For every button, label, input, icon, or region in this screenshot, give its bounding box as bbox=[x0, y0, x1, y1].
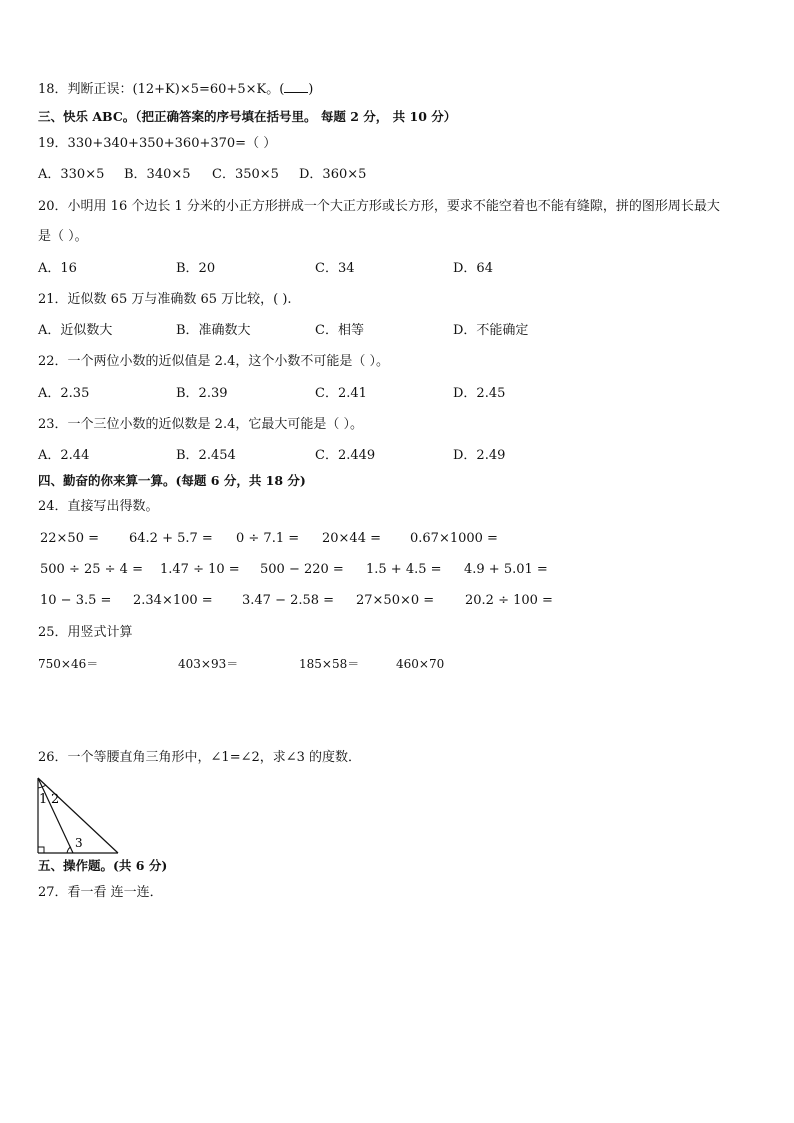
q21-option-c: C．相等 bbox=[315, 323, 364, 338]
question-20-stem-line2: 是（ ）。 bbox=[38, 229, 88, 244]
question-23-stem: 23．一个三位小数的近似数是 2.4，它最大可能是（ ）。 bbox=[38, 417, 363, 432]
q22-option-a: A．2.35 bbox=[38, 386, 90, 401]
q19-option-c: C．350×5 bbox=[212, 167, 279, 182]
question-18 bbox=[38, 80, 313, 99]
calc-item: 1.47 ÷ 10 = bbox=[160, 562, 240, 577]
answer-blank[interactable] bbox=[284, 80, 308, 93]
isosceles-right-triangle-figure bbox=[30, 772, 130, 860]
question-18-close: ) bbox=[308, 82, 314, 97]
q21-option-b: B．准确数大 bbox=[176, 323, 251, 338]
question-19-stem: 19．330+340+350+360+370=（ ） bbox=[38, 136, 277, 151]
angle-1-label: 1 bbox=[39, 792, 48, 807]
q23-option-b: B．2.454 bbox=[176, 448, 236, 463]
question-22-stem: 22．一个两位小数的近似值是 2.4，这个小数不可能是（ ）。 bbox=[38, 354, 389, 369]
q21-option-a: A．近似数大 bbox=[38, 323, 113, 338]
question-27-stem: 27．看一看 连一连． bbox=[38, 885, 163, 900]
vertical-calc-item: 460×70 bbox=[396, 657, 445, 671]
calc-item: 22×50 = bbox=[40, 531, 100, 546]
q20-option-b: B．20 bbox=[176, 261, 216, 276]
calc-item: 0.67×1000 = bbox=[410, 531, 498, 546]
calc-item: 20×44 = bbox=[322, 531, 382, 546]
calc-item: 3.47 − 2.58 = bbox=[242, 593, 335, 608]
vertical-calc-item: 750×46＝ bbox=[38, 657, 99, 671]
calc-item: 500 ÷ 25 ÷ 4 = bbox=[40, 562, 143, 577]
q21-option-d: D．不能确定 bbox=[453, 323, 529, 338]
section-3-heading: 三、快乐 ABC。（把正确答案的序号填在括号里。 每题 2 分， 共 10 分） bbox=[38, 109, 457, 124]
q19-option-b: B．340×5 bbox=[124, 167, 191, 182]
question-25-stem: 25．用竖式计算 bbox=[38, 625, 133, 640]
question-24-stem: 24．直接写出得数。 bbox=[38, 499, 159, 514]
q23-option-c: C．2.449 bbox=[315, 448, 376, 463]
calc-item: 2.34×100 = bbox=[133, 593, 213, 608]
calc-item: 1.5 + 4.5 = bbox=[366, 562, 442, 577]
q22-option-c: C．2.41 bbox=[315, 386, 367, 401]
angle-3-label: 3 bbox=[75, 836, 83, 850]
question-26-stem: 26．一个等腰直角三角形中，∠1=∠2，求∠3 的度数． bbox=[38, 750, 362, 765]
q20-option-d: D．64 bbox=[453, 261, 493, 276]
calc-item: 27×50×0 = bbox=[356, 593, 435, 608]
question-21-stem: 21．近似数 65 万与准确数 65 万比较，( ). bbox=[38, 292, 292, 307]
q23-option-d: D．2.49 bbox=[453, 448, 506, 463]
calc-item: 64.2 + 5.7 = bbox=[129, 531, 213, 546]
calc-item: 20.2 ÷ 100 = bbox=[465, 593, 553, 608]
angle-2-label: 2 bbox=[51, 792, 60, 807]
q22-option-b: B．2.39 bbox=[176, 386, 228, 401]
question-18-text: 18．判断正误：(12+K)×5=60+5×K。( bbox=[38, 82, 285, 97]
calc-item: 0 ÷ 7.1 = bbox=[236, 531, 300, 546]
calc-item: 500 − 220 = bbox=[260, 562, 344, 577]
vertical-calc-item: 185×58＝ bbox=[299, 657, 360, 671]
section-5-heading: 五、操作题。(共 6 分) bbox=[38, 858, 168, 873]
q23-option-a: A．2.44 bbox=[38, 448, 90, 463]
q19-option-d: D．360×5 bbox=[299, 167, 367, 182]
q20-option-a: A．16 bbox=[38, 261, 77, 276]
calc-item: 10 − 3.5 = bbox=[40, 593, 112, 608]
q20-option-c: C．34 bbox=[315, 261, 355, 276]
q19-option-a: A．330×5 bbox=[38, 167, 105, 182]
section-4-heading: 四、勤奋的你来算一算。(每题 6 分，共 18 分) bbox=[38, 473, 306, 488]
question-20-stem-line1: 20．小明用 16 个边长 1 分米的小正方形拼成一个大正方形或长方形，要求不能空着也不能有缝隙，拼的图形周长最大 bbox=[38, 199, 720, 214]
calc-item: 4.9 + 5.01 = bbox=[464, 562, 548, 577]
q22-option-d: D．2.45 bbox=[453, 386, 506, 401]
vertical-calc-item: 403×93＝ bbox=[178, 657, 239, 671]
